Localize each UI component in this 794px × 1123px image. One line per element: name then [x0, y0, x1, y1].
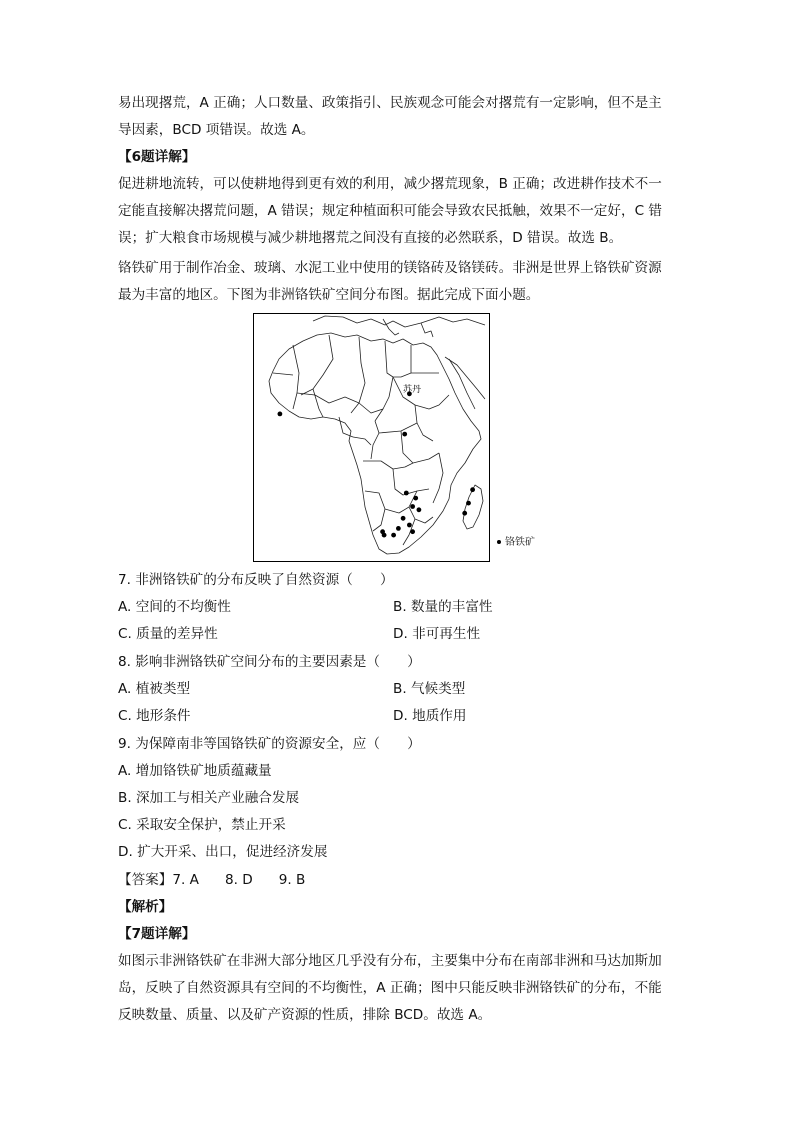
africa-chromite-map: [253, 313, 490, 562]
map-frame: [254, 314, 490, 562]
chromite-site-dot: [396, 526, 401, 531]
text-line: 易出现撂荒，A 正确；人口数量、政策指引、民族观念可能会对撂荒有一定影响，但不是主: [118, 95, 662, 111]
chromite-site-dot: [407, 523, 412, 528]
text-line: 促进耕地流转，可以使耕地得到更有效的利用，减少撂荒现象，B 正确；改进耕作技术不一: [118, 176, 662, 192]
map-figure: [253, 313, 490, 562]
answer-8: 8. D: [224, 872, 253, 888]
text-line: 如图示非洲铬铁矿在非洲大部分地区几乎没有分布，主要集中分布在南部非洲和马达加斯加: [118, 953, 662, 969]
answer-9: 9. B: [278, 872, 306, 888]
chromite-site-dot: [417, 507, 422, 512]
answer-7: 7. A: [172, 872, 199, 888]
text-line: 误；扩大粮食市场规模与减少耕地撂荒之间没有直接的必然联系，D 错误。故选 B。: [118, 230, 623, 246]
q9-option-a: A. 增加铬铁矿地质蕴藏量: [118, 763, 272, 779]
chromite-site-dot: [401, 516, 406, 521]
text-line: 定能直接解决撂荒问题，A 错误；规定种植面积可能会导致农民抵触，效果不一定好，C 错: [118, 203, 662, 219]
q8-option-c: C. 地形条件: [118, 708, 191, 724]
answer-label: 【答案】: [118, 872, 173, 888]
chromite-site-dot: [410, 529, 415, 534]
chromite-site-dot: [402, 432, 407, 437]
q9-option-c: C. 采取安全保护，禁止开采: [118, 817, 286, 833]
q8-option-b: B. 气候类型: [393, 681, 466, 697]
q7-option-c: C. 质量的差异性: [118, 626, 218, 642]
label-sudan: 苏丹: [403, 385, 422, 395]
q9-option-b: B. 深加工与相关产业融合发展: [118, 790, 300, 806]
chromite-site-dot: [382, 533, 387, 538]
legend-dot-icon: [497, 540, 501, 544]
section-header-q6: 【6题详解】: [118, 149, 196, 165]
answer-line: [118, 870, 331, 890]
question-8-stem: 8. 影响非洲铬铁矿空间分布的主要因素是（ ）: [118, 654, 421, 670]
analysis-header: 【解析】: [118, 899, 173, 915]
chromite-site-dot: [413, 496, 418, 501]
text-line: 铬铁矿用于制作冶金、玻璃、水泥工业中使用的镁铬砖及铬镁砖。非洲是世界上铬铁矿资源: [118, 260, 662, 276]
legend-label: 铬铁矿: [505, 537, 535, 548]
chromite-site-dot: [391, 533, 396, 538]
text-line: 导因素，BCD 项错误。故选 A。: [118, 122, 315, 138]
q8-option-a: A. 植被类型: [118, 681, 191, 697]
q8-option-d: D. 地质作用: [393, 708, 467, 724]
chromite-site-dot: [410, 504, 415, 509]
chromite-site-dot: [470, 487, 475, 492]
chromite-site-dot: [278, 412, 283, 417]
question-9-stem: 9. 为保障南非等国铬铁矿的资源安全，应（ ）: [118, 736, 421, 752]
chromite-site-dot: [462, 511, 467, 516]
q7-option-b: B. 数量的丰富性: [393, 599, 493, 615]
question-7-stem: 7. 非洲铬铁矿的分布反映了自然资源（ ）: [118, 572, 394, 588]
q9-option-d: D. 扩大开采、出口，促进经济发展: [118, 844, 328, 860]
q7-option-d: D. 非可再生性: [393, 626, 481, 642]
q7-option-a: A. 空间的不均衡性: [118, 599, 231, 615]
map-legend: [497, 533, 535, 548]
text-line: 最为丰富的地区。下图为非洲铬铁矿空间分布图。据此完成下面小题。: [118, 287, 540, 303]
text-line: 反映数量、质量、以及矿产资源的性质，排除 BCD。故选 A。: [118, 1007, 492, 1023]
section-header-q7: 【7题详解】: [118, 926, 196, 942]
chromite-site-dot: [466, 501, 471, 506]
chromite-site-dot: [404, 491, 409, 496]
text-line: 岛，反映了自然资源具有空间的不均衡性，A 正确；图中只能反映非洲铬铁矿的分布，不能: [118, 980, 662, 996]
